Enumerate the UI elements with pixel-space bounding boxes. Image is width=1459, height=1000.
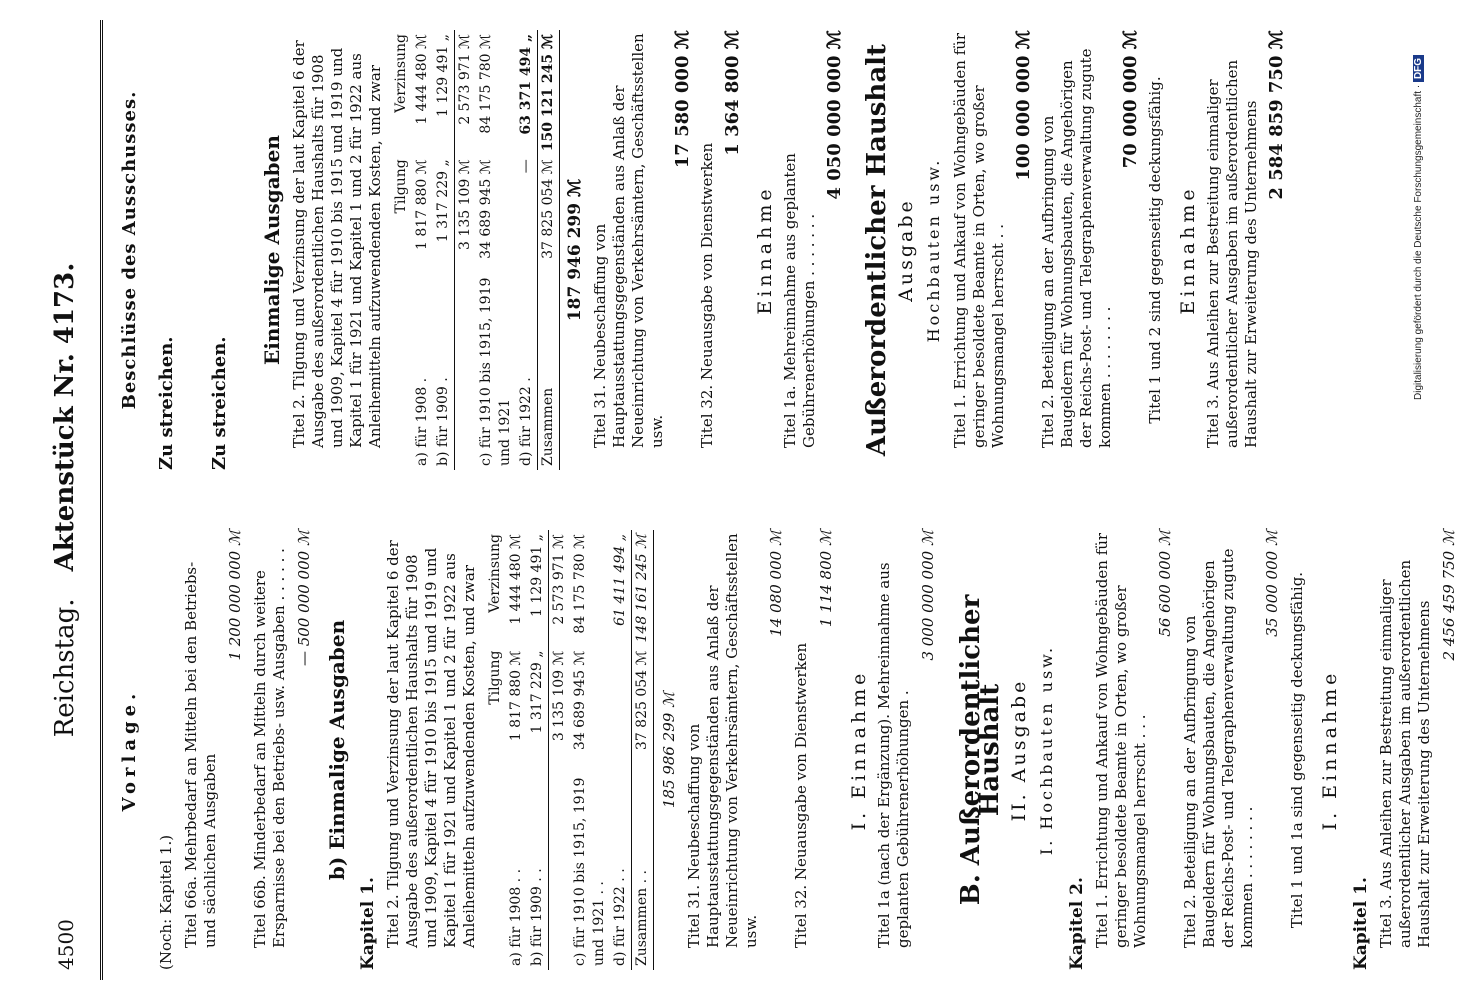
table-row bbox=[527, 530, 549, 970]
subtotal-verzinsung: 2 573 971 ℳ bbox=[455, 30, 477, 155]
section-einmalige-ausgaben: Einmalige Ausgaben bbox=[260, 135, 284, 365]
col-verzinsung: Verzinsung bbox=[487, 534, 503, 613]
table-row bbox=[516, 30, 538, 470]
hochbauten-heading: Hochbauten usw. bbox=[924, 157, 943, 343]
beschluesse-heading: Beschlüsse des Ausschusses. bbox=[119, 90, 140, 410]
titel-1a-amount: 3 000 000 000 ℳ bbox=[919, 530, 937, 661]
k2-titel-1: Titel 1. Errichtung und Ankauf von Wohngebäuden für geringer besoldete Beamte in Orten, wo großer Wohnungsmangel herrscht . . bbox=[951, 32, 1007, 448]
ausgabe-heading: Ausgabe bbox=[895, 198, 917, 302]
titel-31-amount: 17 580 000 ℳ bbox=[672, 30, 693, 169]
col-tilgung: Tilgung bbox=[393, 159, 409, 214]
zu-streichen-2: Zu streichen. bbox=[209, 336, 230, 470]
row-verzinsung: 84 175 780 ℳ bbox=[478, 34, 494, 134]
kapitel-1b-heading: Kapitel 1. bbox=[1351, 877, 1371, 970]
row-tilgung: 1 317 229 „ bbox=[529, 650, 545, 734]
subtotal-row bbox=[549, 530, 571, 970]
table-row bbox=[610, 530, 632, 970]
row-label: b) für 1909 . . bbox=[529, 868, 545, 966]
titel-32-amount: 1 364 800 ℳ bbox=[722, 30, 743, 156]
titel-2-text: Titel 2. Tilgung und Verzinsung der laut Kapitel 6 der Ausgabe des außerordentlichen Haushalts für 1908 und 1909, Kapitel 4 für 1910 bis 1915 und 1919 und Kapitel 1 für 1921 und Kapitel 1 und 2 für 1922 aus Anleihemitteln aufzuwendenden Kosten, und zwar bbox=[384, 540, 478, 948]
page-header bbox=[40, 20, 103, 980]
tilgung-table bbox=[485, 530, 654, 970]
k2-note: Titel 1 und 1a sind gegenseitig deckungsfähig. bbox=[1288, 571, 1306, 929]
row-verzinsung: 148 161 245 ℳ bbox=[632, 530, 654, 647]
kapitel-1-heading: Kapitel 1. bbox=[358, 877, 378, 970]
einnahme-2-heading: Einnahme bbox=[1177, 185, 1199, 315]
titel-66a-amount: 1 200 000 000 ℳ bbox=[226, 530, 244, 661]
row-label: a) für 1908 . bbox=[414, 377, 430, 466]
ausgabe-heading: II. Ausgabe bbox=[1008, 678, 1030, 822]
row-tilgung: — bbox=[518, 159, 534, 174]
row-tilgung: 34 689 945 ℳ bbox=[572, 650, 588, 751]
ausserordentlicher-haushalt-heading: B. Außerordentlicher Haushalt bbox=[956, 594, 1005, 906]
subtotal-tilgung: 3 135 109 ℳ bbox=[455, 155, 477, 263]
titel-32: Titel 32. Neuausgabe von Dienstwerken bbox=[792, 642, 810, 948]
k2-titel-1-amount: 56 600 000 ℳ bbox=[1156, 530, 1174, 637]
einnahme-heading: I. Einnahme bbox=[848, 669, 870, 831]
titel-32: Titel 32. Neuausgabe von Dienstwerken bbox=[698, 142, 716, 448]
row-verzinsung: 1 129 491 „ bbox=[529, 534, 545, 617]
row-label: c) für 1910 bis 1915, 1919 und 1921 bbox=[478, 277, 513, 466]
row-tilgung: 37 825 054 ℳ bbox=[632, 647, 654, 755]
table-header-row bbox=[485, 530, 506, 970]
row-tilgung: 1 817 880 ℳ bbox=[414, 159, 430, 250]
col-tilgung: Tilgung bbox=[487, 650, 503, 705]
rotated-page-content bbox=[40, 20, 1458, 980]
credit-text: Digitalisierung gefördert durch die Deutsche Forschungsgemeinschaft · bbox=[1413, 84, 1424, 400]
titel-1a: Titel 1a. Mehreinnahme aus geplanten Gebührenerhöhungen . . . . . . . bbox=[781, 153, 818, 448]
k2-titel-2: Titel 2. Beteiligung an der Aufbringung von Baugeldern für Wohnungsbauten, die Angehörigen der Reichs-Post- und Telegraphenverwaltung zugute kommen . . . . . . . . bbox=[1039, 48, 1114, 448]
publisher-name: Reichstag. bbox=[50, 598, 80, 738]
row-verzinsung: 84 175 780 ℳ bbox=[572, 534, 588, 634]
titel-2-text: Titel 2. Tilgung und Verzinsung der laut Kapitel 6 der Ausgabe des außerordentlichen Haushalts für 1908 und 1909, Kapitel 4 für 1910 bis 1915 und 1919 und Kapitel 1 für 1921 und Kapitel 1 und 2 für 1922 aus Anleihemitteln aufzuwendenden Kosten, und zwar bbox=[290, 40, 384, 448]
zusammen-row bbox=[632, 530, 654, 970]
k1-titel-3: Titel 3. Aus Anleihen zur Bestreitung einmaliger außerordentlicher Ausgaben im außerordentlichen Haushalt zur Erweiterung des Unternehmens bbox=[1377, 559, 1433, 948]
einnahme-2-heading: I. Einnahme bbox=[1319, 669, 1341, 831]
titel-31-amount: 14 080 000 ℳ bbox=[767, 530, 785, 637]
row-verzinsung: 63 371 494 „ bbox=[518, 34, 534, 135]
titel-1a-amount: 4 050 000 000 ℳ bbox=[824, 30, 845, 200]
row-tilgung: 37 825 054 ℳ bbox=[538, 155, 560, 263]
dfg-logo: DFG bbox=[1413, 55, 1424, 82]
grand-total: 185 986 299 ℳ bbox=[660, 691, 678, 809]
k1-titel-3-amount: 2 456 459 750 ℳ bbox=[1440, 530, 1458, 661]
table-row bbox=[570, 530, 610, 970]
row-label: Zusammen . . bbox=[632, 754, 654, 970]
row-verzinsung: 150 121 245 ℳ bbox=[538, 30, 560, 155]
row-verzinsung: 1 444 480 ℳ bbox=[508, 534, 524, 625]
k2-note: Titel 1 und 2 sind gegenseitig deckungsfähig. bbox=[1146, 76, 1164, 424]
k2-titel-1: Titel 1. Errichtung und Ankauf von Wohngebäuden für geringer besoldete Beamte in Orten, wo großer Wohnungsmangel herrscht . . . bbox=[1093, 532, 1149, 948]
k2-titel-2-amount: 70 000 000 ℳ bbox=[1120, 30, 1141, 169]
digitization-credit bbox=[1413, 10, 1431, 400]
titel-32-amount: 1 114 800 ℳ bbox=[817, 530, 835, 628]
beschluesse-column bbox=[120, 30, 1286, 470]
row-label: Zusammen bbox=[538, 263, 560, 470]
vorlage-column bbox=[120, 530, 1459, 970]
titel-66b-amount: — 500 000 000 ℳ bbox=[295, 530, 313, 667]
row-verzinsung: 1 129 491 „ bbox=[435, 34, 451, 117]
row-tilgung: 1 317 229 „ bbox=[435, 159, 451, 243]
vorlage-heading: Vorlage. bbox=[119, 688, 140, 812]
tilgung-table bbox=[391, 30, 560, 470]
zusammen-row bbox=[538, 30, 560, 470]
titel-31: Titel 31. Neubeschaffung von Hauptausstattungsgegenständen aus Anlaß der Neueinrichtung von Verkehrsämtern, Geschäftsstellen usw. bbox=[591, 33, 666, 448]
row-tilgung: 1 817 880 ℳ bbox=[508, 650, 524, 742]
hochbauten-heading: I. Hochbauten usw. bbox=[1037, 644, 1056, 856]
zu-streichen-1: Zu streichen. bbox=[156, 336, 177, 470]
kapitel-2-heading: Kapitel 2. bbox=[1067, 877, 1087, 970]
k1-titel-3: Titel 3. Aus Anleihen zur Bestreitung einmaliger außerordentlicher Ausgaben im außerordentlichen Haushalt zur Erweiterung des Unternehmens bbox=[1204, 59, 1260, 448]
table-row bbox=[412, 30, 433, 470]
row-label: d) für 1922 . . bbox=[612, 868, 628, 966]
row-label: b) für 1909 . bbox=[435, 377, 451, 466]
page-number: 4500 bbox=[54, 919, 78, 970]
row-tilgung: 34 689 945 ℳ bbox=[478, 159, 494, 259]
titel-66b: Titel 66b. Minderbedarf an Mitteln durch weitere Ersparnisse bei den Betriebs- usw. Ausgaben . . . . . . bbox=[251, 548, 288, 948]
subtotal-tilgung: 3 135 109 ℳ bbox=[549, 647, 571, 755]
k2-titel-1-amount: 100 000 000 ℳ bbox=[1013, 30, 1034, 181]
titel-1a: Titel 1a (nach der Ergänzung). Mehreinnahme aus geplanten Gebührenerhöhungen . bbox=[875, 562, 912, 948]
chapter-note: (Noch: Kapitel 1.) bbox=[157, 834, 175, 970]
row-tilgung bbox=[610, 647, 632, 755]
row-label: a) für 1908 . . bbox=[508, 868, 524, 966]
titel-66a: Titel 66a. Mehrbedarf an Mitteln bei den Betriebs- und sächlichen Ausgaben bbox=[182, 561, 219, 948]
ausserordentlicher-haushalt-heading: Außerordentlicher Haushalt bbox=[862, 43, 892, 457]
col-verzinsung: Verzinsung bbox=[393, 34, 409, 113]
row-verzinsung: 1 444 480 ℳ bbox=[414, 34, 430, 125]
digitization-credit-text bbox=[1413, 10, 1429, 400]
header-title bbox=[50, 20, 80, 980]
k2-titel-2: Titel 2. Beteiligung an der Aufbringung von Baugeldern für Wohnungsbauten, die Angehörigen der Reichs-Post- und Telegraphenverwaltung zugute kommen . . . . . . . . bbox=[1181, 548, 1256, 948]
document-number: Aktenstück Nr. 4173. bbox=[50, 262, 80, 572]
titel-31: Titel 31. Neubeschaffung von Hauptausstattungsgegenständen aus Anlaß der Neueinrichtung von Verkehrsämtern, Geschäftsstellen usw. bbox=[685, 533, 760, 948]
table-header-row bbox=[391, 30, 412, 470]
table-row bbox=[433, 30, 455, 470]
table-row bbox=[476, 30, 516, 470]
subtotal-row bbox=[455, 30, 477, 470]
k1-titel-3-amount: 2 584 859 750 ℳ bbox=[1266, 30, 1287, 200]
table-row bbox=[506, 530, 527, 970]
row-label: d) für 1922 . bbox=[518, 377, 534, 466]
row-label: c) für 1910 bis 1915, 1919 und 1921 . . bbox=[572, 777, 607, 966]
k2-titel-2-amount: 35 000 000 ℳ bbox=[1263, 530, 1281, 637]
row-verzinsung: 61 411 494 „ bbox=[612, 534, 628, 626]
grand-total: 187 946 299 ℳ bbox=[565, 178, 585, 322]
section-einmalige-ausgaben: b) Einmalige Ausgaben bbox=[325, 619, 349, 881]
einnahme-heading: Einnahme bbox=[754, 185, 776, 315]
subtotal-verzinsung: 2 573 971 ℳ bbox=[549, 530, 571, 647]
